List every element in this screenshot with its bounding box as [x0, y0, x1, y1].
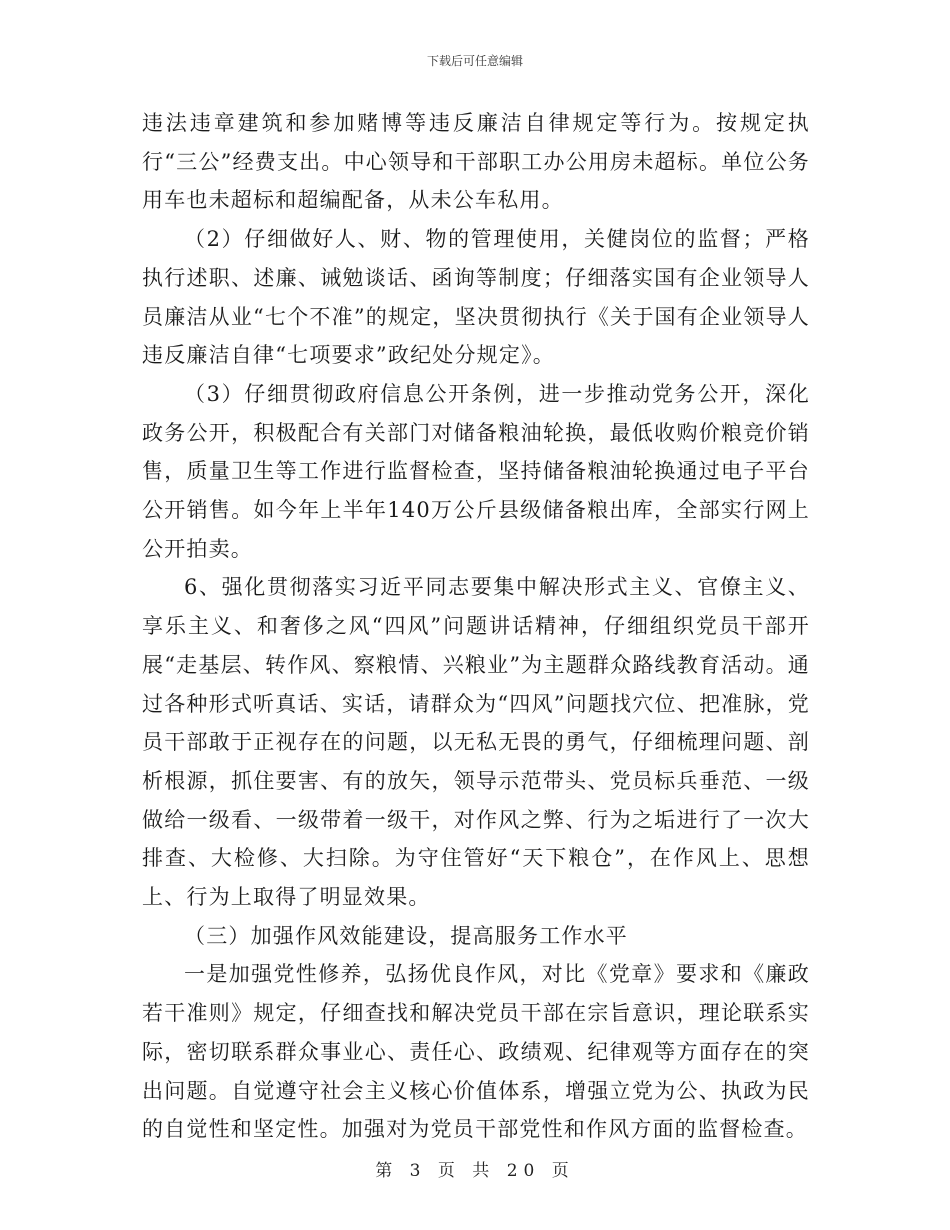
paragraph: （3）仔细贯彻政府信息公开条例，进一步推动党务公开，深化政务公开，积极配合有关部门对储备粮油轮换，最低收购价粮竞价销售，质量卫生等工作进行监督检查，坚持储备粮油轮换通过电子平台公开销售。如今年上半年140万公斤县级储备粮出库，全部实行网上公开拍卖。: [142, 381, 810, 561]
paragraph: 6、强化贯彻落实习近平同志要集中解决形式主义、官僚主义、享乐主义、和奢侈之风“四风”问题讲话精神，仔细组织党员干部开展“走基层、转作风、察粮情、兴粮业”为主题群众路线教育活动。通过各种形式听真话、实话，请群众为“四风”问题找穴位、把准脉，党员干部敢于正视存在的问题，以无私无畏的勇气，仔细梳理问题、剖析根源，抓住要害、有的放矢，领导示范带头、党员标兵垂范、一级做给一级看、一级带着一级干，对作风之弊、行为之垢进行了一次大排查、大检修、大扫除。为守住管好“天下粮仓”，在作风上、思想上、行为上取得了明显效果。: [142, 575, 810, 910]
page-footer: [0, 1156, 950, 1181]
paragraph: 违法违章建筑和参加赌博等违反廉洁自律规定等行为。按规定执行“三公”经费支出。中心领导和干部职工办公用房未超标。单位公务用车也未超标和超编配备，从未公车私用。: [142, 111, 810, 213]
paragraph: 一是加强党性修养，弘扬优良作风，对比《党章》要求和《廉政若干准则》规定，仔细查找和解决党员干部在宗旨意识，理论联系实际，密切联系群众事业心、责任心、政绩观、纪律观等方面存在的突出问题。自觉遵守社会主义核心价值体系，增强立党为公、执政为民的自觉性和坚定性。加强对为党员干部党性和作风方面的监督检查。: [142, 962, 810, 1142]
page-header: [0, 52, 950, 69]
paragraph: （2）仔细做好人、财、物的管理使用，关健岗位的监督；严格执行述职、述廉、诫勉谈话、函询等制度；仔细落实国有企业领导人员廉洁从业“七个不准”的规定，坚决贯彻执行《关于国有企业领导人违反廉洁自律“七项要求”政纪处分规定》。: [142, 227, 810, 368]
section-heading: （三）加强作风效能建设，提高服务工作水平: [184, 923, 628, 948]
document-body: [142, 104, 810, 1149]
page-number: 第 3 页 共 20 页: [375, 1161, 575, 1181]
header-note: 下载后可任意编辑: [426, 54, 523, 68]
